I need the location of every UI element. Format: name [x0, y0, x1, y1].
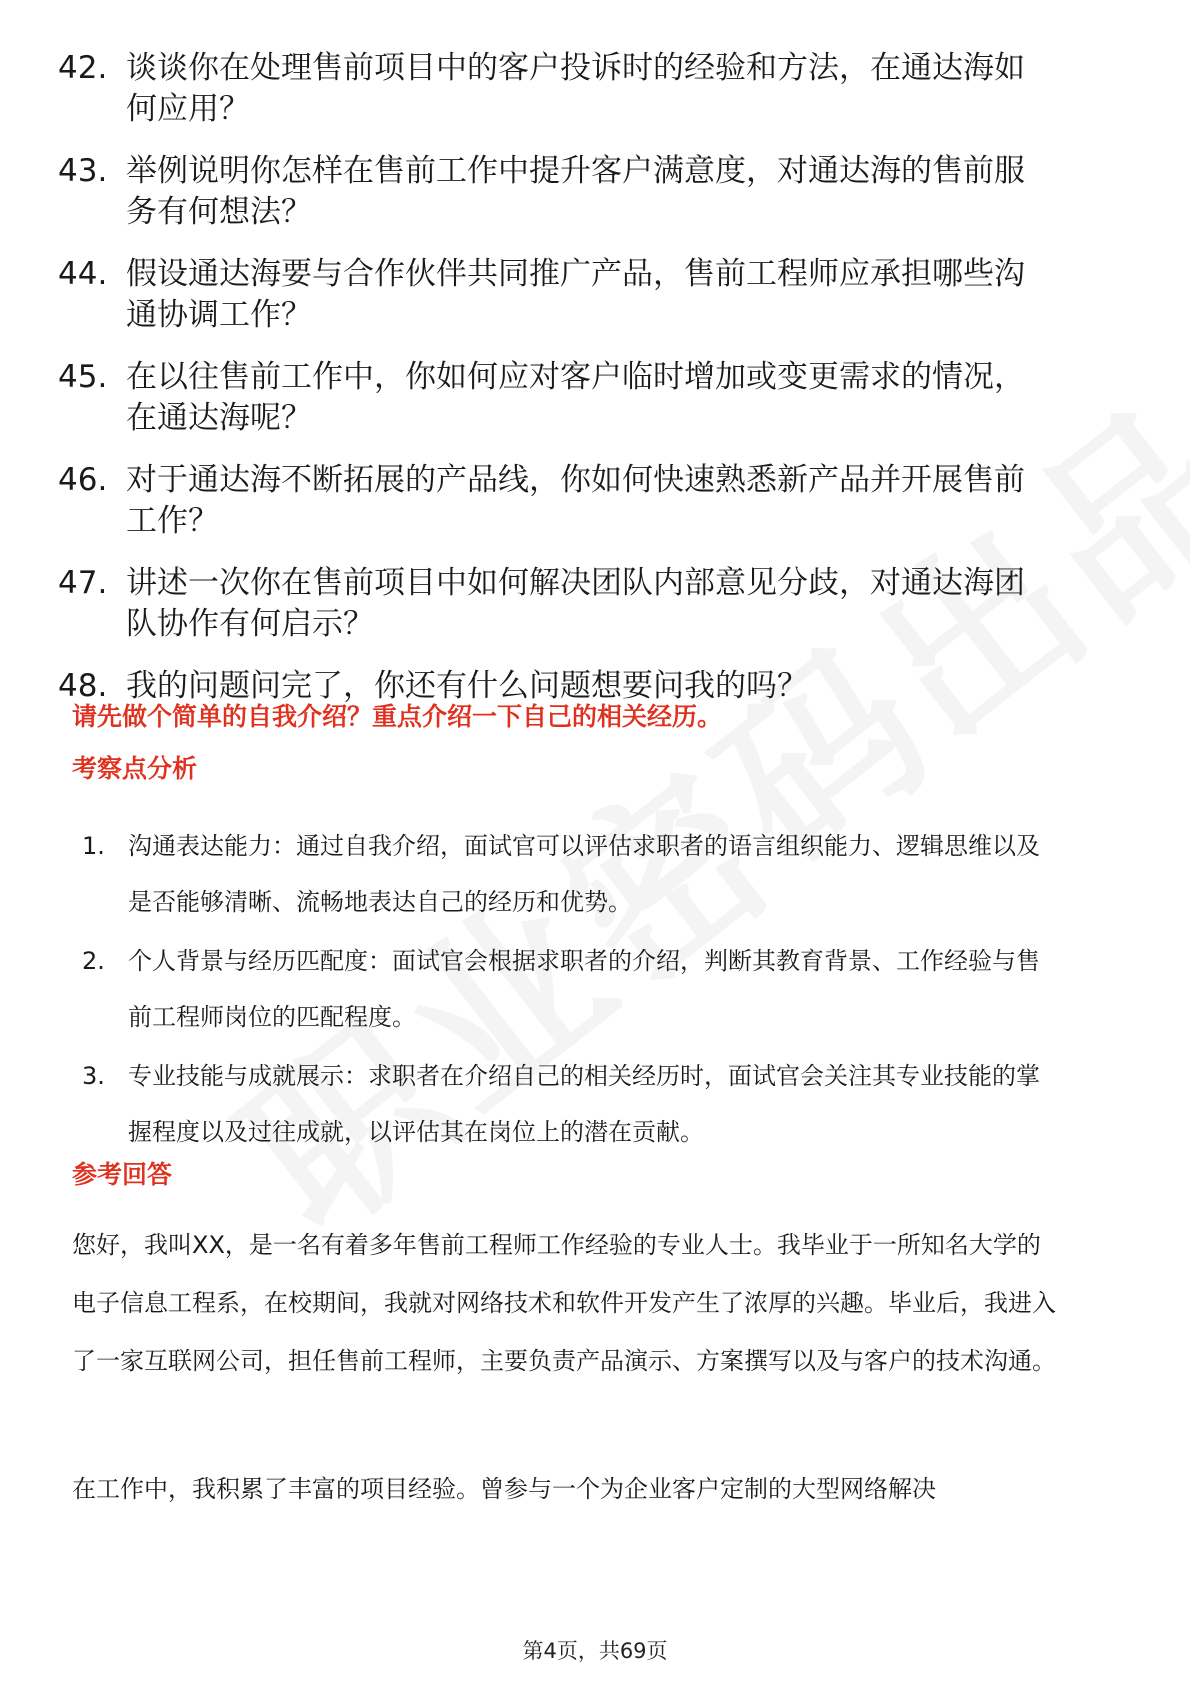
- analysis-item: [82, 818, 1062, 930]
- question-item: [58, 563, 1118, 645]
- analysis-heading: 考察点分析: [72, 754, 198, 783]
- question-number: 44.: [58, 256, 108, 292]
- question-item: [58, 254, 1118, 336]
- question-text: 在以往售前工作中，你如何应对客户临时增加或变更需求的情况，在通达海呢？: [126, 359, 1025, 436]
- analysis-list: [82, 818, 1062, 1163]
- analysis-text: 专业技能与成就展示：求职者在介绍自己的相关经历时，面试官会关注其专业技能的掌握程度以及过往成就，以评估其在岗位上的潜在贡献。: [128, 1062, 1040, 1146]
- analysis-item: [82, 1048, 1062, 1160]
- question-item: [58, 151, 1118, 233]
- reference-paragraph: 您好，我叫XX，是一名有着多年售前工程师工作经验的专业人士。我毕业于一所知名大学的电子信息工程系，在校期间，我就对网络技术和软件开发产生了浓厚的兴趣。毕业后，我进入了一家互联网公司，担任售前工程师，主要负责产品演示、方案撰写以及与客户的技术沟通。: [72, 1231, 1056, 1375]
- reference-paragraph: 在工作中，我积累了丰富的项目经验。曾参与一个为企业客户定制的大型网络解决: [72, 1475, 936, 1503]
- page-footer: 第4页，共69页: [522, 1639, 668, 1663]
- question-text: 我的问题问完了，你还有什么问题想要问我的吗？: [126, 668, 808, 704]
- analysis-number: 3.: [82, 1062, 105, 1090]
- intro-question-heading: 请先做个简单的自我介绍？重点介绍一下自己的相关经历。: [72, 702, 723, 731]
- question-item: [58, 460, 1118, 542]
- question-item: [58, 48, 1118, 130]
- question-text: 对于通达海不断拓展的产品线，你如何快速熟悉新产品并开展售前工作？: [126, 462, 1025, 539]
- question-number: 46.: [58, 462, 108, 498]
- question-number: 48.: [58, 668, 108, 704]
- reference-heading: 参考回答: [72, 1160, 173, 1189]
- question-number: 45.: [58, 359, 108, 395]
- analysis-item: [82, 933, 1062, 1045]
- question-item: [58, 357, 1118, 439]
- question-number: 42.: [58, 50, 108, 86]
- analysis-text: 个人背景与经历匹配度：面试官会根据求职者的介绍，判断其教育背景、工作经验与售前工程师岗位的匹配程度。: [128, 947, 1040, 1031]
- question-number: 43.: [58, 153, 108, 189]
- analysis-text: 沟通表达能力：通过自我介绍，面试官可以评估求职者的语言组织能力、逻辑思维以及是否能够清晰、流畅地表达自己的经历和优势。: [128, 832, 1040, 916]
- question-list: [58, 48, 1118, 728]
- question-text: 举例说明你怎样在售前工作中提升客户满意度，对通达海的售前服务有何想法？: [126, 153, 1025, 230]
- analysis-number: 1.: [82, 832, 105, 860]
- analysis-number: 2.: [82, 947, 105, 975]
- question-text: 假设通达海要与合作伙伴共同推广产品，售前工程师应承担哪些沟通协调工作？: [126, 256, 1025, 333]
- question-text: 谈谈你在处理售前项目中的客户投诉时的经验和方法，在通达海如何应用？: [126, 50, 1025, 127]
- question-number: 47.: [58, 565, 108, 601]
- question-text: 讲述一次你在售前项目中如何解决团队内部意见分歧，对通达海团队协作有何启示？: [126, 565, 1025, 642]
